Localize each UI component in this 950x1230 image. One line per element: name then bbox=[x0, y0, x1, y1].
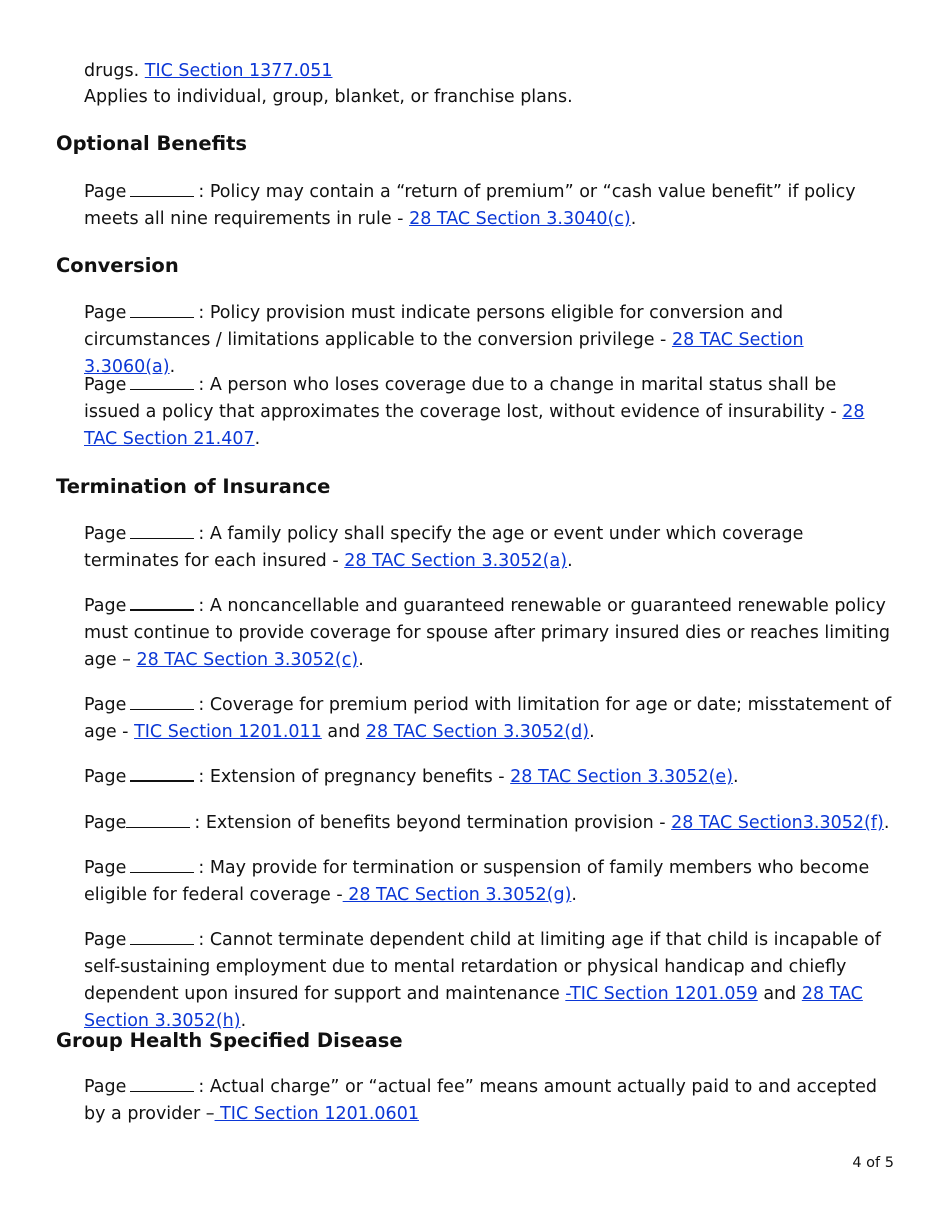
page-label: Page bbox=[84, 767, 127, 787]
item-text: : Coverage for premium period with limitation for age or date; misstatement of age - bbox=[84, 695, 892, 742]
termination-item-6: Page : May provide for termination or suspension of family members who become eligible for federal coverage - 28 TAC Section 3.3052(g). bbox=[84, 858, 870, 905]
termination-item-3: Page : Coverage for premium period with limitation for age or date; misstatement of age - TIC Section 1201.011 and 28 TAC Section 3.3052(d). bbox=[84, 695, 892, 742]
intro-text: drugs. bbox=[84, 61, 140, 81]
tac-3-3040c-link[interactable]: 28 TAC Section 3.3040(c) bbox=[409, 209, 631, 229]
tac-3-3060a-link[interactable]: 28 TAC Section 3.3060(a) bbox=[84, 330, 804, 377]
tic-1377-051-link[interactable]: TIC Section 1377.051 bbox=[144, 61, 333, 81]
tac-3-3052f-link[interactable]: 28 TAC Section3.3052(f) bbox=[671, 813, 884, 833]
item-text: : Actual charge” or “actual fee” means amount actually paid to and accepted by a provider – bbox=[84, 1077, 877, 1124]
page-label: Page bbox=[84, 524, 127, 544]
optional-benefits-item-1: Page : Policy may contain a “return of premium” or “cash value benefit” if policy meets all nine requirements in rule - 28 TAC Section 3.3040(c). bbox=[84, 182, 856, 229]
termination-heading: Termination of Insurance bbox=[56, 475, 331, 498]
group-health-heading: Group Health Specified Disease bbox=[56, 1029, 403, 1052]
termination-item-2: Page : A noncancellable and guaranteed renewable or guaranteed renewable policy must continue to provide coverage for spouse after primary insured dies or reaches limiting age – 28 TAC Section 3.3052(c). bbox=[84, 593, 894, 674]
item-text: : A family policy shall specify the age or event under which coverage terminates for each insured - bbox=[84, 524, 804, 571]
item-text: : Extension of benefits beyond termination provision - bbox=[194, 813, 666, 833]
conversion-heading: Conversion bbox=[56, 254, 179, 277]
group-health-item-1 bbox=[84, 1074, 894, 1128]
page-blank bbox=[130, 301, 194, 318]
tac-3-3052d-link[interactable]: 28 TAC Section 3.3052(d) bbox=[365, 722, 590, 742]
item-text: : A noncancellable and guaranteed renewable or guaranteed renewable policy must continue to provide coverage for spouse after primary insured dies or reaches limiting age – bbox=[84, 596, 890, 670]
intro-block bbox=[84, 58, 894, 110]
page-number: 4 of 5 bbox=[852, 1155, 894, 1171]
page-label: Page bbox=[84, 303, 127, 323]
page-label: Page bbox=[84, 695, 127, 715]
item-text: : Policy may contain a “return of premium” or “cash value benefit” if policy meets all nine requirements in rule - bbox=[84, 182, 856, 229]
page-label: Page bbox=[84, 858, 127, 878]
intro-line-1 bbox=[84, 58, 894, 84]
tac-3-3052e-link[interactable]: 28 TAC Section 3.3052(e) bbox=[510, 767, 734, 787]
page-blank bbox=[130, 522, 194, 539]
item-text: : A person who loses coverage due to a change in marital status shall be issued a policy that approximates the coverage lost, without evidence of insurability - bbox=[84, 375, 837, 422]
page-blank bbox=[130, 928, 194, 945]
page-blank bbox=[130, 593, 194, 611]
conversion-item-2: Page : A person who loses coverage due to a change in marital status shall be issued a policy that approximates the coverage lost, without evidence of insurability - 28 TAC Section 21.407. bbox=[84, 375, 865, 449]
termination-item-5: Page : Extension of benefits beyond termination provision - 28 TAC Section3.3052(f). bbox=[84, 813, 890, 833]
page-blank bbox=[130, 693, 194, 710]
item-text: : May provide for termination or suspension of family members who become eligible for federal coverage - bbox=[84, 858, 870, 905]
tic-1201-011-link[interactable]: TIC Section 1201.011 bbox=[134, 722, 322, 742]
page-label: Page bbox=[84, 182, 127, 202]
page-blank bbox=[130, 1075, 194, 1092]
tac-21-407-link[interactable]: 28 TAC Section 21.407 bbox=[84, 402, 865, 449]
joiner-text: and bbox=[327, 722, 361, 742]
conversion-item-1: Page : Policy provision must indicate persons eligible for conversion and circumstances / limitations applicable to the conversion privilege - 28 TAC Section 3.3060(a). bbox=[84, 303, 804, 377]
page-label: Page bbox=[84, 930, 127, 950]
page-blank bbox=[130, 180, 194, 197]
tic-1201-0601-link[interactable]: TIC Section 1201.0601 bbox=[214, 1104, 419, 1124]
joiner-text: and bbox=[763, 984, 797, 1004]
termination-item-1: Page : A family policy shall specify the age or event under which coverage terminates for each insured - 28 TAC Section 3.3052(a). bbox=[84, 524, 804, 571]
termination-item-4: Page : Extension of pregnancy benefits - 28 TAC Section 3.3052(e). bbox=[84, 764, 894, 791]
tac-3-3052g-link[interactable]: 28 TAC Section 3.3052(g) bbox=[342, 885, 572, 905]
tac-3-3052c-link[interactable]: 28 TAC Section 3.3052(c) bbox=[136, 650, 359, 670]
page-blank bbox=[130, 856, 194, 873]
page-label: Page bbox=[84, 375, 127, 395]
page-blank bbox=[130, 373, 194, 390]
intro-line-2: Applies to individual, group, blanket, or franchise plans. bbox=[84, 87, 573, 107]
page-label: Page bbox=[84, 596, 127, 616]
tac-3-3052h-link[interactable]: 28 TAC Section 3.3052(h) bbox=[84, 984, 863, 1031]
item-text: : Extension of pregnancy benefits - bbox=[198, 767, 505, 787]
page-label: Page bbox=[84, 813, 127, 833]
tac-3-3052a-link[interactable]: 28 TAC Section 3.3052(a) bbox=[344, 551, 568, 571]
item-text: : Cannot terminate dependent child at limiting age if that child is incapable of self-sustaining employment due to mental retardation or physical handicap and chiefly dependent upon insured for support and maintenance bbox=[84, 930, 881, 1004]
page-blank bbox=[126, 811, 190, 828]
item-text: : Policy provision must indicate persons eligible for conversion and circumstances / limitations applicable to the conversion privilege - bbox=[84, 303, 784, 350]
termination-item-7: Page : Cannot terminate dependent child at limiting age if that child is incapable of self-sustaining employment due to mental retardation or physical handicap and chiefly dependent upon insured for support and maintenance -TIC Section 1201.059 and 28 TAC Section 3.3052(h). bbox=[84, 930, 881, 1031]
optional-benefits-heading: Optional Benefits bbox=[56, 132, 248, 155]
tic-1201-059-link[interactable]: -TIC Section 1201.059 bbox=[565, 984, 758, 1004]
page-label: Page bbox=[84, 1077, 127, 1097]
page-blank bbox=[130, 764, 194, 782]
